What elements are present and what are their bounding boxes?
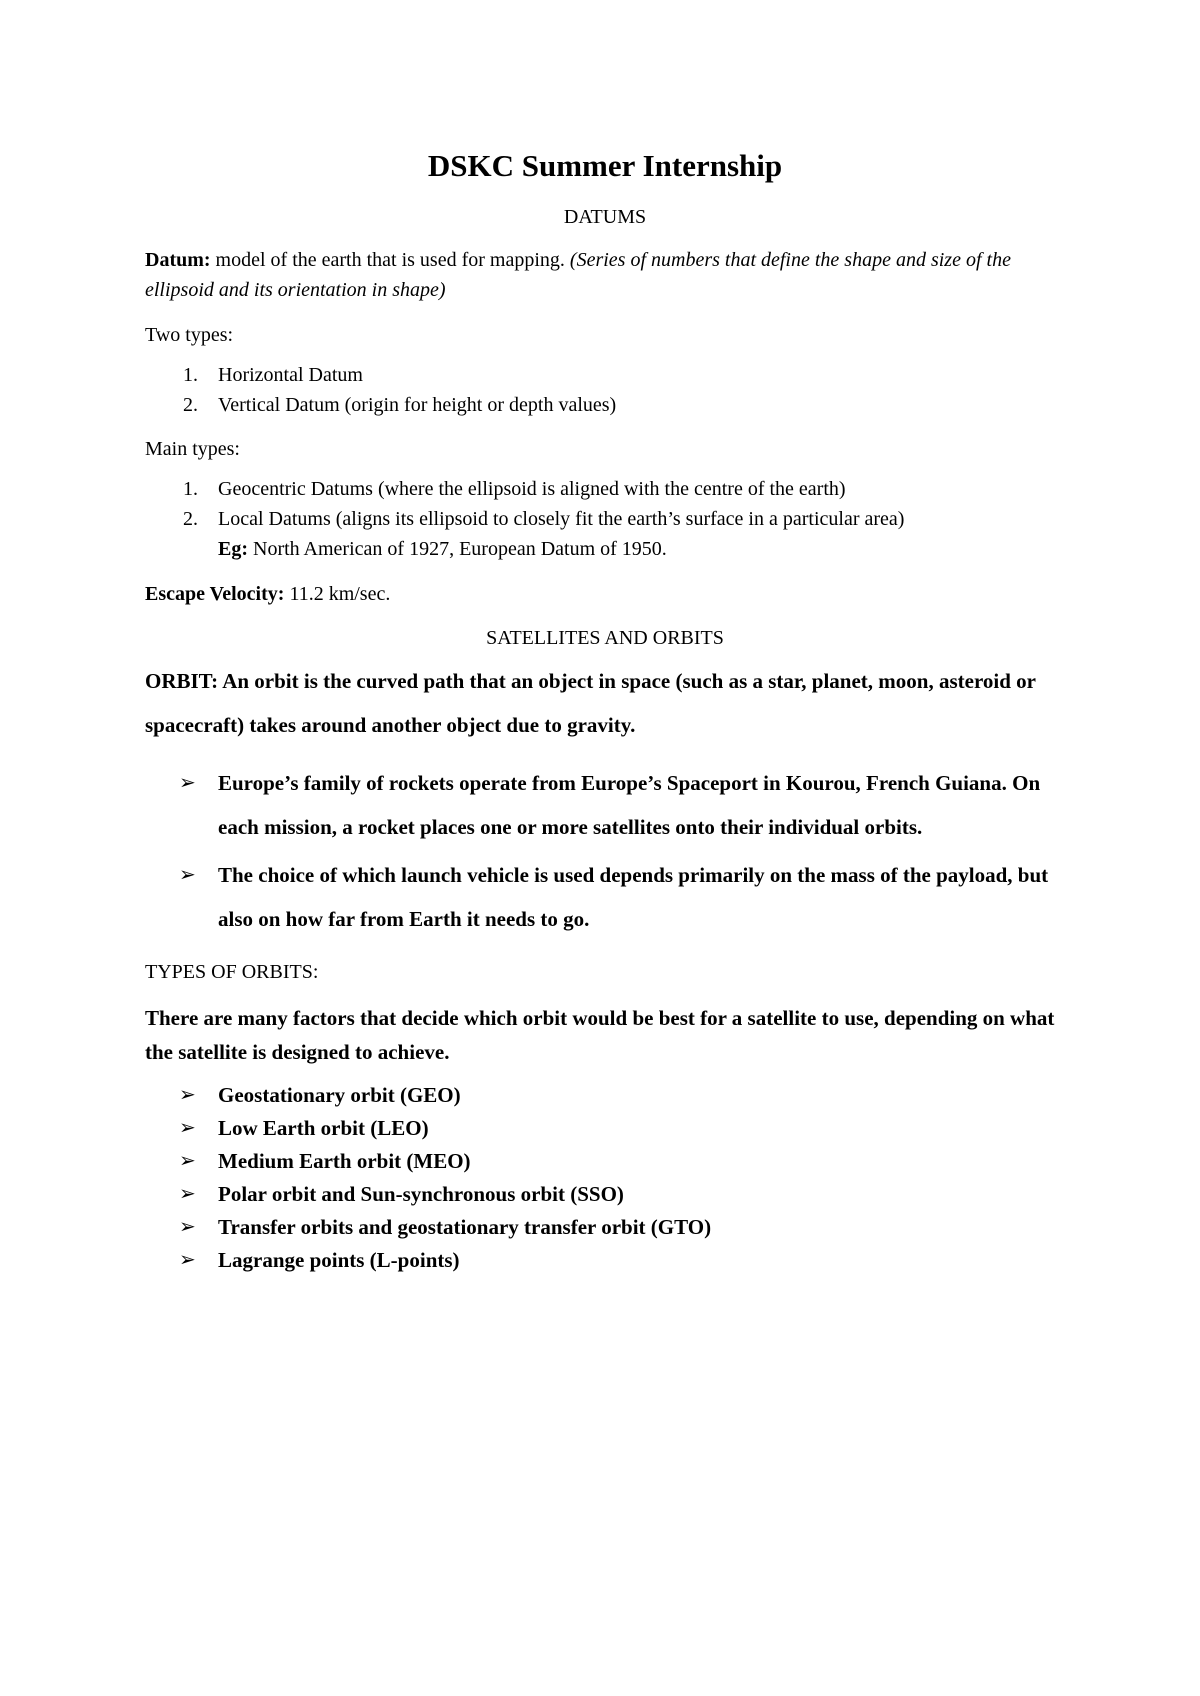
list-item (145, 853, 1065, 941)
list-item (145, 474, 1065, 504)
arrow-bullet-icon: ➢ (179, 1216, 196, 1238)
list-item-text: Europe’s family of rockets operate from Europe’s Spaceport in Kourou, French Guiana. On each mission, a rocket places one or more satellites onto their individual orbits. (218, 771, 1041, 839)
arrow-bullet-icon: ➢ (179, 1249, 196, 1271)
list-item-text: Low Earth orbit (LEO) (218, 1116, 429, 1140)
section-heading-satellites: SATELLITES AND ORBITS (486, 627, 724, 649)
orbit-bullet-list (145, 761, 1065, 941)
types-of-orbits-heading: TYPES OF ORBITS: (145, 961, 319, 983)
list-item-text: Lagrange points (L-points) (218, 1248, 460, 1272)
list-item (145, 1178, 1065, 1211)
arrow-bullet-icon: ➢ (179, 1084, 196, 1106)
list-item-text: Medium Earth orbit (MEO) (218, 1149, 471, 1173)
list-item (145, 1112, 1065, 1145)
list-item (145, 1079, 1065, 1112)
orbit-definition (145, 659, 1065, 747)
list-item (145, 761, 1065, 849)
list-item (145, 1244, 1065, 1277)
list-item (145, 1145, 1065, 1178)
list-item-text: Local Datums (aligns its ellipsoid to closely fit the earth’s surface in a particular area) (218, 508, 905, 530)
eg-label: Eg: (218, 538, 248, 560)
list-item-text: Vertical Datum (origin for height or depth values) (218, 394, 617, 416)
datum-italic-note: (Series of numbers that define the shape and size of the ellipsoid and its orientation in shape) (145, 249, 1011, 301)
list-item (145, 390, 1065, 420)
list-item-text: Horizontal Datum (218, 364, 363, 386)
main-types-label: Main types: (145, 438, 240, 460)
example-line (145, 534, 1065, 564)
arrow-bullet-icon: ➢ (179, 1183, 196, 1205)
section-heading-datums: DATUMS (563, 206, 647, 228)
two-types-list (145, 360, 1065, 420)
escape-velocity-label: Escape Velocity: (145, 583, 285, 605)
list-item-text: Polar orbit and Sun-synchronous orbit (SSO) (218, 1182, 624, 1206)
datum-label: Datum: (145, 249, 211, 271)
list-item-text: Geostationary orbit (GEO) (218, 1083, 461, 1107)
list-item (145, 504, 1065, 534)
datum-definition (145, 245, 1065, 305)
escape-velocity (145, 579, 1065, 609)
datum-text: model of the earth that is used for mapping. (210, 249, 570, 271)
list-number: 1. (183, 364, 198, 386)
two-types-label: Two types: (145, 324, 234, 346)
escape-velocity-value: 11.2 km/sec. (284, 583, 391, 605)
list-item-text: Geocentric Datums (where the ellipsoid is aligned with the centre of the earth) (218, 478, 846, 500)
arrow-bullet-icon: ➢ (179, 864, 196, 886)
orbit-types-list (145, 1079, 1065, 1277)
orbit-text: An orbit is the curved path that an object in space (such as a star, planet, moon, asteroid or spacecraft) takes around another object due to gravity. (145, 669, 1036, 737)
orbit-factors-paragraph: There are many factors that decide which orbit would be best for a satellite to use, depending on what the satellite is designed to achieve. (145, 1006, 1055, 1064)
list-item (145, 1211, 1065, 1244)
list-item (145, 360, 1065, 390)
main-types-list (145, 474, 1065, 534)
arrow-bullet-icon: ➢ (179, 1117, 196, 1139)
arrow-bullet-icon: ➢ (179, 772, 196, 794)
list-number: 2. (183, 394, 198, 416)
eg-text: North American of 1927, European Datum of 1950. (248, 538, 667, 560)
orbit-label: ORBIT: (145, 669, 219, 693)
document-title: DSKC Summer Internship (427, 148, 783, 183)
list-number: 2. (183, 508, 198, 530)
list-item-text: Transfer orbits and geostationary transfer orbit (GTO) (218, 1215, 712, 1239)
arrow-bullet-icon: ➢ (179, 1150, 196, 1172)
list-number: 1. (183, 478, 198, 500)
list-item-text: The choice of which launch vehicle is used depends primarily on the mass of the payload, but also on how far from Earth it needs to go. (218, 863, 1049, 931)
